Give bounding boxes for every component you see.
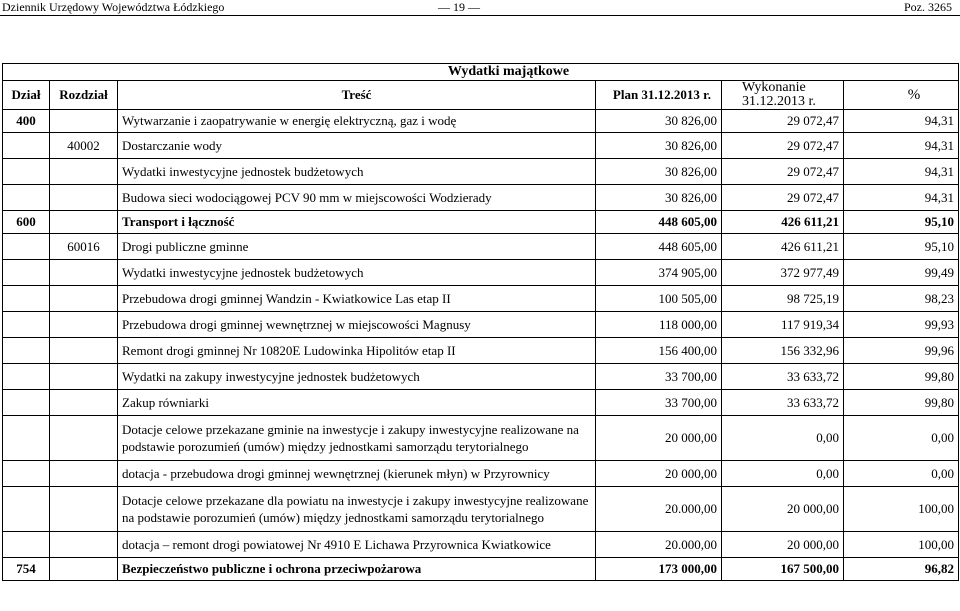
table-row xyxy=(3,416,959,461)
cell-plan: 118 000,00 xyxy=(596,312,722,338)
table-row xyxy=(3,532,959,558)
cell-procent: 99,80 xyxy=(844,390,959,416)
cell-procent: 94,31 xyxy=(844,110,959,133)
cell-dzial xyxy=(3,390,50,416)
cell-wykonanie: 0,00 xyxy=(722,416,844,461)
cell-wykonanie: 0,00 xyxy=(722,461,844,487)
cell-tresc: Budowa sieci wodociągowej PCV 90 mm w miejscowości Wodzierady xyxy=(118,185,596,211)
cell-tresc: Wydatki inwestycyjne jednostek budżetowych xyxy=(118,260,596,286)
cell-tresc: Transport i łączność xyxy=(118,211,596,234)
cell-wykonanie: 167 500,00 xyxy=(722,558,844,581)
cell-wykonanie: 29 072,47 xyxy=(722,133,844,159)
cell-procent: 94,31 xyxy=(844,159,959,185)
cell-rozdzial xyxy=(50,185,118,211)
journal-title: Dziennik Urzędowy Województwa Łódzkiego xyxy=(2,0,225,14)
table-row xyxy=(3,211,959,234)
cell-rozdzial xyxy=(50,110,118,133)
cell-procent: 99,93 xyxy=(844,312,959,338)
cell-procent: 95,10 xyxy=(844,234,959,260)
cell-dzial: 600 xyxy=(3,211,50,234)
cell-rozdzial xyxy=(50,461,118,487)
table-row xyxy=(3,390,959,416)
cell-wykonanie: 29 072,47 xyxy=(722,110,844,133)
cell-plan: 33 700,00 xyxy=(596,390,722,416)
cell-rozdzial xyxy=(50,338,118,364)
capital-expenditures-table xyxy=(2,63,959,581)
cell-tresc: Przebudowa drogi gminnej Wandzin - Kwiatkowice Las etap II xyxy=(118,286,596,312)
cell-rozdzial xyxy=(50,312,118,338)
cell-wykonanie: 33 633,72 xyxy=(722,390,844,416)
cell-tresc: Dotacje celowe przekazane dla powiatu na inwestycje i zakupy inwestycyjne realizowane na podstawie porozumień (umów) między jednostkami samorządu terytorialnego xyxy=(118,487,596,532)
cell-plan: 30 826,00 xyxy=(596,159,722,185)
table-row xyxy=(3,286,959,312)
header-divider xyxy=(0,15,960,16)
cell-rozdzial xyxy=(50,286,118,312)
cell-wykonanie: 372 977,49 xyxy=(722,260,844,286)
cell-plan: 33 700,00 xyxy=(596,364,722,390)
cell-rozdzial: 60016 xyxy=(50,234,118,260)
cell-dzial xyxy=(3,185,50,211)
cell-tresc: dotacja – remont drogi powiatowej Nr 4910 E Lichawa Przyrownica Kwiatkowice xyxy=(118,532,596,558)
col-dzial: Dział xyxy=(3,81,50,110)
cell-tresc: Dotacje celowe przekazane gminie na inwestycje i zakupy inwestycyjne realizowane na podstawie porozumień (umów) między jednostkami samorządu terytorialnego xyxy=(118,416,596,461)
cell-plan: 20.000,00 xyxy=(596,532,722,558)
cell-rozdzial xyxy=(50,558,118,581)
cell-wykonanie: 426 611,21 xyxy=(722,211,844,234)
col-tresc: Treść xyxy=(118,81,596,110)
cell-procent: 99,80 xyxy=(844,364,959,390)
col-procent: % xyxy=(844,81,959,110)
cell-plan: 173 000,00 xyxy=(596,558,722,581)
cell-rozdzial xyxy=(50,364,118,390)
col-rozdzial: Rozdział xyxy=(50,81,118,110)
cell-dzial xyxy=(3,312,50,338)
cell-dzial xyxy=(3,133,50,159)
cell-dzial: 754 xyxy=(3,558,50,581)
cell-tresc: Remont drogi gminnej Nr 10820E Ludowinka Hipolitów etap II xyxy=(118,338,596,364)
cell-rozdzial xyxy=(50,390,118,416)
position-number: Poz. 3265 xyxy=(904,0,952,14)
cell-procent: 100,00 xyxy=(844,487,959,532)
cell-procent: 100,00 xyxy=(844,532,959,558)
cell-wykonanie: 98 725,19 xyxy=(722,286,844,312)
cell-procent: 99,96 xyxy=(844,338,959,364)
cell-dzial xyxy=(3,159,50,185)
cell-procent: 94,31 xyxy=(844,185,959,211)
table-title: Wydatki majątkowe xyxy=(3,64,959,81)
cell-procent: 0,00 xyxy=(844,416,959,461)
cell-tresc: dotacja - przebudowa drogi gminnej wewnętrznej (kierunek młyn) w Przyrownicy xyxy=(118,461,596,487)
cell-plan: 448 605,00 xyxy=(596,211,722,234)
cell-wykonanie: 29 072,47 xyxy=(722,185,844,211)
cell-plan: 30 826,00 xyxy=(596,110,722,133)
table-row xyxy=(3,312,959,338)
col-wykonanie-label: Wykonanie 31.12.2013 r. xyxy=(742,80,816,109)
cell-procent: 0,00 xyxy=(844,461,959,487)
cell-tresc: Wydatki na zakupy inwestycyjne jednostek budżetowych xyxy=(118,364,596,390)
col-wykonanie xyxy=(722,81,844,110)
cell-wykonanie: 20 000,00 xyxy=(722,532,844,558)
cell-dzial xyxy=(3,532,50,558)
table-row xyxy=(3,487,959,532)
cell-dzial: 400 xyxy=(3,110,50,133)
cell-tresc: Dostarczanie wody xyxy=(118,133,596,159)
cell-plan: 448 605,00 xyxy=(596,234,722,260)
cell-dzial xyxy=(3,487,50,532)
cell-rozdzial xyxy=(50,487,118,532)
cell-tresc: Wydatki inwestycyjne jednostek budżetowych xyxy=(118,159,596,185)
cell-tresc: Bezpieczeństwo publiczne i ochrona przeciwpożarowa xyxy=(118,558,596,581)
cell-dzial xyxy=(3,286,50,312)
cell-wykonanie: 117 919,34 xyxy=(722,312,844,338)
cell-plan: 20.000,00 xyxy=(596,487,722,532)
cell-wykonanie: 20 000,00 xyxy=(722,487,844,532)
cell-plan: 20 000,00 xyxy=(596,416,722,461)
cell-wykonanie: 426 611,21 xyxy=(722,234,844,260)
cell-tresc: Zakup równiarki xyxy=(118,390,596,416)
cell-plan: 30 826,00 xyxy=(596,133,722,159)
table-body xyxy=(3,110,959,581)
cell-procent: 99,49 xyxy=(844,260,959,286)
cell-tresc: Przebudowa drogi gminnej wewnętrznej w miejscowości Magnusy xyxy=(118,312,596,338)
cell-dzial xyxy=(3,364,50,390)
table-row xyxy=(3,110,959,133)
cell-dzial xyxy=(3,260,50,286)
table-row xyxy=(3,159,959,185)
col-plan: Plan 31.12.2013 r. xyxy=(596,81,722,110)
cell-rozdzial xyxy=(50,532,118,558)
cell-procent: 95,10 xyxy=(844,211,959,234)
cell-tresc: Drogi publiczne gminne xyxy=(118,234,596,260)
cell-tresc: Wytwarzanie i zaopatrywanie w energię elektryczną, gaz i wodę xyxy=(118,110,596,133)
cell-plan: 100 505,00 xyxy=(596,286,722,312)
table-row xyxy=(3,234,959,260)
cell-rozdzial xyxy=(50,159,118,185)
cell-wykonanie: 33 633,72 xyxy=(722,364,844,390)
table-row xyxy=(3,338,959,364)
table-row xyxy=(3,260,959,286)
table-row xyxy=(3,133,959,159)
cell-procent: 94,31 xyxy=(844,133,959,159)
table-row xyxy=(3,558,959,581)
cell-plan: 30 826,00 xyxy=(596,185,722,211)
cell-procent: 96,82 xyxy=(844,558,959,581)
cell-dzial xyxy=(3,416,50,461)
document-header xyxy=(0,0,960,14)
cell-rozdzial xyxy=(50,211,118,234)
cell-procent: 98,23 xyxy=(844,286,959,312)
cell-dzial xyxy=(3,338,50,364)
cell-rozdzial xyxy=(50,416,118,461)
table-row xyxy=(3,185,959,211)
cell-wykonanie: 156 332,96 xyxy=(722,338,844,364)
cell-plan: 156 400,00 xyxy=(596,338,722,364)
cell-wykonanie: 29 072,47 xyxy=(722,159,844,185)
cell-dzial xyxy=(3,461,50,487)
cell-rozdzial xyxy=(50,260,118,286)
page-number: — 19 — xyxy=(438,0,480,14)
cell-rozdzial: 40002 xyxy=(50,133,118,159)
cell-plan: 20 000,00 xyxy=(596,461,722,487)
cell-plan: 374 905,00 xyxy=(596,260,722,286)
cell-dzial xyxy=(3,234,50,260)
table-row xyxy=(3,461,959,487)
table-row xyxy=(3,364,959,390)
